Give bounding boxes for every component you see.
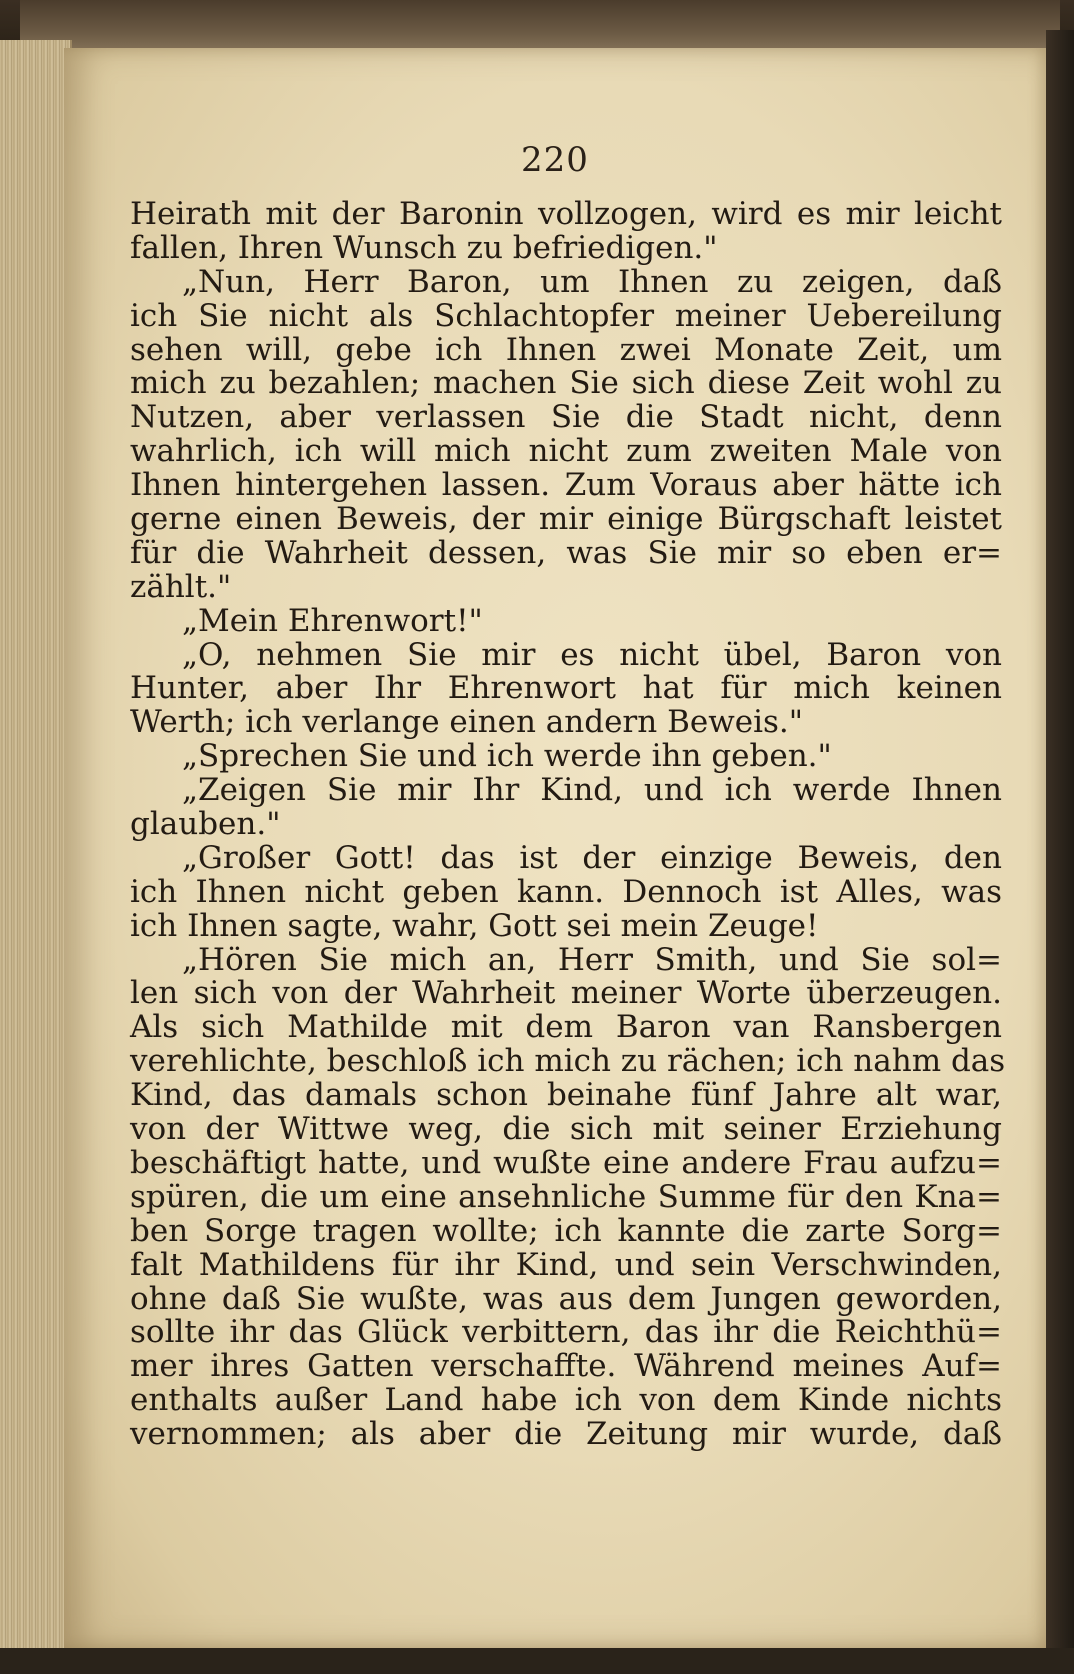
text-line: „Nun, Herr Baron, um Ihnen zu zeigen, daß: [182, 263, 1002, 300]
text-line: Ihnen hintergehen lassen. Zum Voraus aber hätte ich: [130, 467, 1002, 504]
text-line: sehen will, gebe ich Ihnen zwei Monate Zeit, um: [130, 331, 1002, 368]
text-line: beschäftigt hatte, und wußte eine andere Frau aufzu=: [130, 1144, 1002, 1181]
text-line: falt Mathildens für ihr Kind, und sein Verschwinden,: [130, 1246, 1002, 1283]
bottom-background: [0, 1648, 1074, 1674]
text-line: „Mein Ehrenwort!": [182, 602, 483, 639]
text-line: ohne daß Sie wußte, was aus dem Jungen geworden,: [130, 1280, 1002, 1317]
page-edges: [0, 40, 72, 1650]
text-line: „Sprechen Sie und ich werde ihn geben.": [182, 738, 832, 775]
text-line: spüren, die um eine ansehnliche Summe für den Kna=: [130, 1178, 1002, 1215]
text-line: len sich von der Wahrheit meiner Worte überzeugen.: [130, 975, 1002, 1012]
text-line: ich Ihnen sagte, wahr, Gott sei mein Zeuge!: [130, 907, 819, 944]
text-line: ich Ihnen nicht geben kann. Dennoch ist Alles, was: [130, 873, 1002, 910]
text-line: verehlichte, beschloß ich mich zu rächen; ich nahm das: [130, 1043, 1006, 1080]
text-line: ich Sie nicht als Schlachtopfer meiner Uebereilung: [130, 297, 1002, 334]
text-line: von der Wittwe weg, die sich mit seiner Erziehung: [130, 1111, 1002, 1148]
text-line: glauben.": [130, 806, 281, 843]
text-line: „O, nehmen Sie mir es nicht übel, Baron von: [182, 636, 1002, 673]
text-line: zählt.": [130, 568, 232, 605]
text-line: Werth; ich verlange einen andern Beweis.": [130, 704, 804, 741]
text-line: Heirath mit der Baronin vollzogen, wird es mir leicht: [130, 196, 1002, 232]
text-line: „Hören Sie mich an, Herr Smith, und Sie sol=: [182, 941, 1002, 978]
text-line: für die Wahrheit dessen, was Sie mir so eben er=: [130, 534, 1002, 571]
page-number: 220: [521, 140, 589, 180]
text-line: Nutzen, aber verlassen Sie die Stadt nicht, denn: [130, 399, 1002, 436]
right-background: [1046, 30, 1074, 1674]
text-line: enthalts außer Land habe ich von dem Kinde nichts: [130, 1382, 1002, 1419]
text-line: mer ihres Gatten verschaffte. Während meines Auf=: [130, 1348, 1002, 1385]
text-line: Hunter, aber Ihr Ehrenwort hat für mich keinen: [130, 670, 1002, 707]
text-line: ben Sorge tragen wollte; ich kannte die zarte Sorg=: [130, 1212, 1002, 1249]
text-line: wahrlich, ich will mich nicht zum zweiten Male von: [130, 433, 1002, 470]
text-line: „Zeigen Sie mir Ihr Kind, und ich werde Ihnen: [182, 772, 1002, 809]
body-text: [130, 196, 1006, 1453]
text-line: vernommen; als aber die Zeitung mir wurde, daß: [130, 1416, 1002, 1453]
text-line: fallen, Ihren Wunsch zu befriedigen.": [130, 229, 718, 266]
text-line: sollte ihr das Glück verbittern, das ihr die Reichthü=: [130, 1314, 1002, 1351]
text-line: Kind, das damals schon beinahe fünf Jahre alt war,: [130, 1077, 1002, 1114]
text-line: „Großer Gott! das ist der einzige Beweis, den: [182, 839, 1002, 876]
text-line: Als sich Mathilde mit dem Baron van Ransbergen: [130, 1009, 1002, 1046]
text-line: gerne einen Beweis, der mir einige Bürgschaft leistet: [130, 501, 1002, 538]
text-line: mich zu bezahlen; machen Sie sich diese Zeit wohl zu: [130, 365, 1002, 402]
